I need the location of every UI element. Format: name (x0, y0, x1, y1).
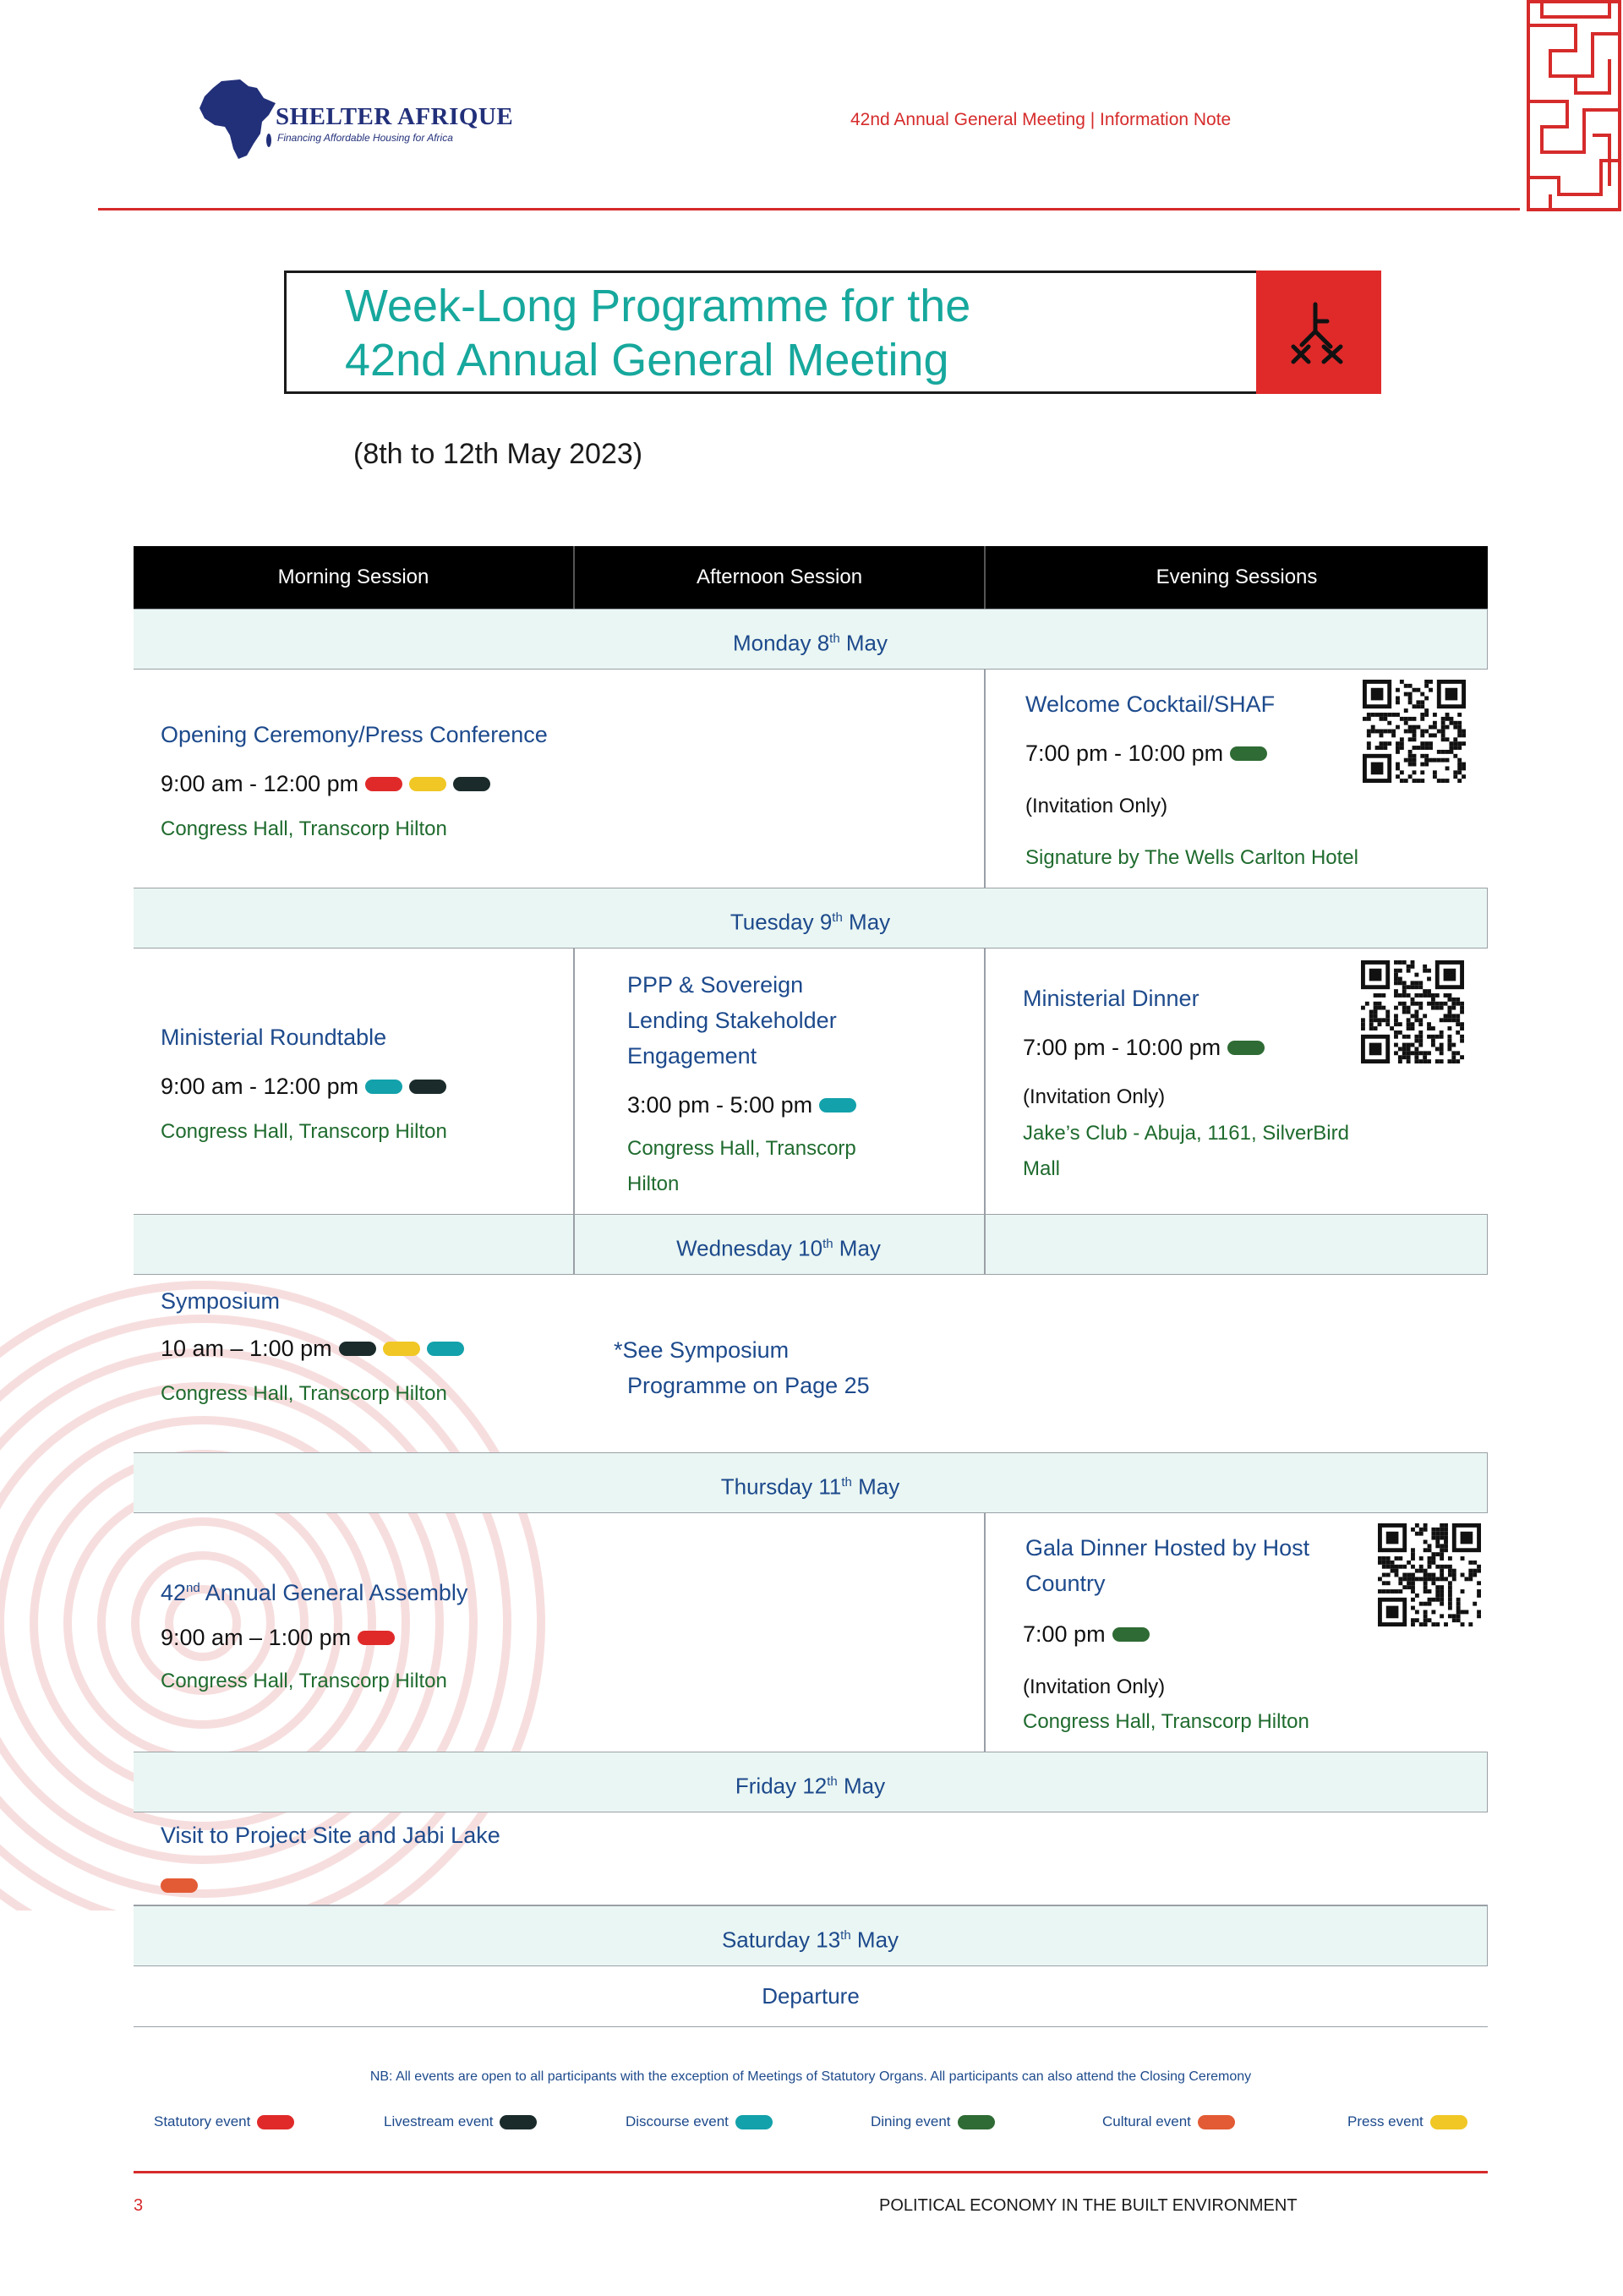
legend-cultural: Cultural event (1102, 2113, 1235, 2130)
event-time: 7:00 pm - 10:00 pm (1023, 1035, 1265, 1061)
header-divider (98, 208, 1520, 210)
livestream-tag (409, 1080, 446, 1094)
event-note: (Invitation Only) (1023, 1676, 1166, 1698)
event-venue: Congress Hall, Transcorp Hilton (161, 1382, 447, 1405)
footnote: NB: All events are open to all participants with the exception of Meetings of Statutory Organs. All participants can also attend the Closing Ceremony (369, 2069, 1252, 2084)
qr-code-icon[interactable] (1378, 1523, 1481, 1626)
day-label: Monday 8th May (732, 630, 888, 656)
qr-code-icon[interactable] (1363, 680, 1466, 783)
date-range: (8th to 12th May 2023) (353, 438, 643, 470)
event-time: 7:00 pm (1023, 1621, 1150, 1648)
qr-code-icon[interactable] (1361, 960, 1464, 1063)
day-label: Tuesday 9th May (730, 909, 891, 935)
page-title: Week-Long Programme for the 42nd Annual General Meeting (345, 281, 971, 385)
event-time: 3:00 pm - 5:00 pm (627, 1092, 856, 1118)
day-row-thursday (134, 1452, 1488, 1513)
cultural-tag (161, 1878, 198, 1893)
event-symposium: Symposium (161, 1288, 281, 1314)
header-note: 42nd Annual General Meeting | Information Note (850, 110, 1232, 129)
africa-logo-icon (196, 78, 277, 162)
livestream-tag (339, 1342, 376, 1356)
event-venue: Congress Hall, Transcorp Hilton (161, 1120, 447, 1143)
discourse-tag (427, 1342, 464, 1356)
day-label: Saturday 13th May (721, 1927, 899, 1953)
discourse-tag (819, 1098, 856, 1112)
day-label: Wednesday 10th May (676, 1235, 881, 1261)
event-ministerial-dinner: Ministerial Dinner (1023, 986, 1199, 1011)
statutory-tag (358, 1631, 395, 1645)
day-label: Thursday 11th May (720, 1473, 900, 1500)
footer-title: POLITICAL ECONOMY IN THE BUILT ENVIRONMENT (879, 2196, 1298, 2215)
dining-tag (1227, 1041, 1265, 1055)
discourse-tag (365, 1080, 402, 1094)
footer-divider (134, 2171, 1488, 2173)
event-venue: Jake’s Club - Abuja, 1161, SilverBird Mall (1023, 1122, 1349, 1180)
departure-label: Departure (762, 1983, 860, 2009)
table-header (134, 546, 1488, 609)
page-number: 3 (134, 2196, 144, 2215)
event-time: 9:00 am - 12:00 pm (161, 771, 490, 797)
event-time: 9:00 am - 12:00 pm (161, 1074, 446, 1100)
event-ppp-engagement: PPP & Sovereign Lending Stakeholder Engagement (627, 972, 837, 1069)
event-venue: Congress Hall, Transcorp Hilton (1023, 1710, 1309, 1733)
dining-tag (1112, 1627, 1150, 1642)
event-venue: Congress Hall, Transcorp Hilton (627, 1137, 856, 1195)
statutory-tag (365, 777, 402, 791)
legend-statutory: Statutory event (154, 2113, 294, 2130)
logo-name: SHELTER AFRIQUE (276, 103, 514, 130)
event-general-assembly: 42nd Annual General Assembly (161, 1580, 468, 1605)
event-note: (Invitation Only) (1023, 1085, 1166, 1108)
departure-row (134, 1966, 1488, 2027)
event-gala-dinner: Gala Dinner Hosted by Host Country (1025, 1535, 1310, 1596)
header-evening: Evening Sessions (1156, 566, 1318, 588)
adinkra-symbol-icon (1290, 301, 1347, 365)
press-tag (383, 1342, 420, 1356)
day-row-monday (134, 609, 1488, 670)
event-venue: Congress Hall, Transcorp Hilton (161, 817, 447, 840)
event-opening-ceremony: Opening Ceremony/Press Conference (161, 722, 548, 747)
event-note: (Invitation Only) (1025, 795, 1168, 817)
day-row-saturday (134, 1905, 1488, 1966)
day-label: Friday 12th May (735, 1773, 886, 1799)
event-time: 7:00 pm - 10:00 pm (1025, 741, 1267, 767)
event-project-visit: Visit to Project Site and Jabi Lake (161, 1823, 500, 1848)
event-time: 9:00 am – 1:00 pm (161, 1625, 395, 1651)
decorative-pattern (1525, 0, 1623, 213)
legend-dining: Dining event (871, 2113, 995, 2130)
symposium-see-note[interactable]: *See Symposium Programme on Page 25 (614, 1337, 870, 1398)
event-ministerial-roundtable: Ministerial Roundtable (161, 1025, 387, 1050)
legend-press: Press event (1347, 2113, 1467, 2130)
press-tag (409, 777, 446, 791)
event-venue: Signature by The Wells Carlton Hotel (1025, 846, 1358, 869)
livestream-tag (453, 777, 490, 791)
day-row-tuesday (134, 888, 1488, 948)
legend-livestream: Livestream event (384, 2113, 537, 2130)
header-afternoon: Afternoon Session (696, 566, 863, 588)
dining-tag (1230, 746, 1267, 761)
day-row-friday (134, 1752, 1488, 1812)
event-venue: Congress Hall, Transcorp Hilton (161, 1670, 447, 1692)
event-welcome-cocktail: Welcome Cocktail/SHAF (1025, 692, 1276, 717)
logo-tagline: Financing Affordable Housing for Africa (277, 132, 453, 144)
legend-discourse: Discourse event (626, 2113, 773, 2130)
day-row-wednesday (134, 1214, 1488, 1275)
event-time: 10 am – 1:00 pm (161, 1336, 464, 1362)
header-morning: Morning Session (277, 566, 429, 588)
